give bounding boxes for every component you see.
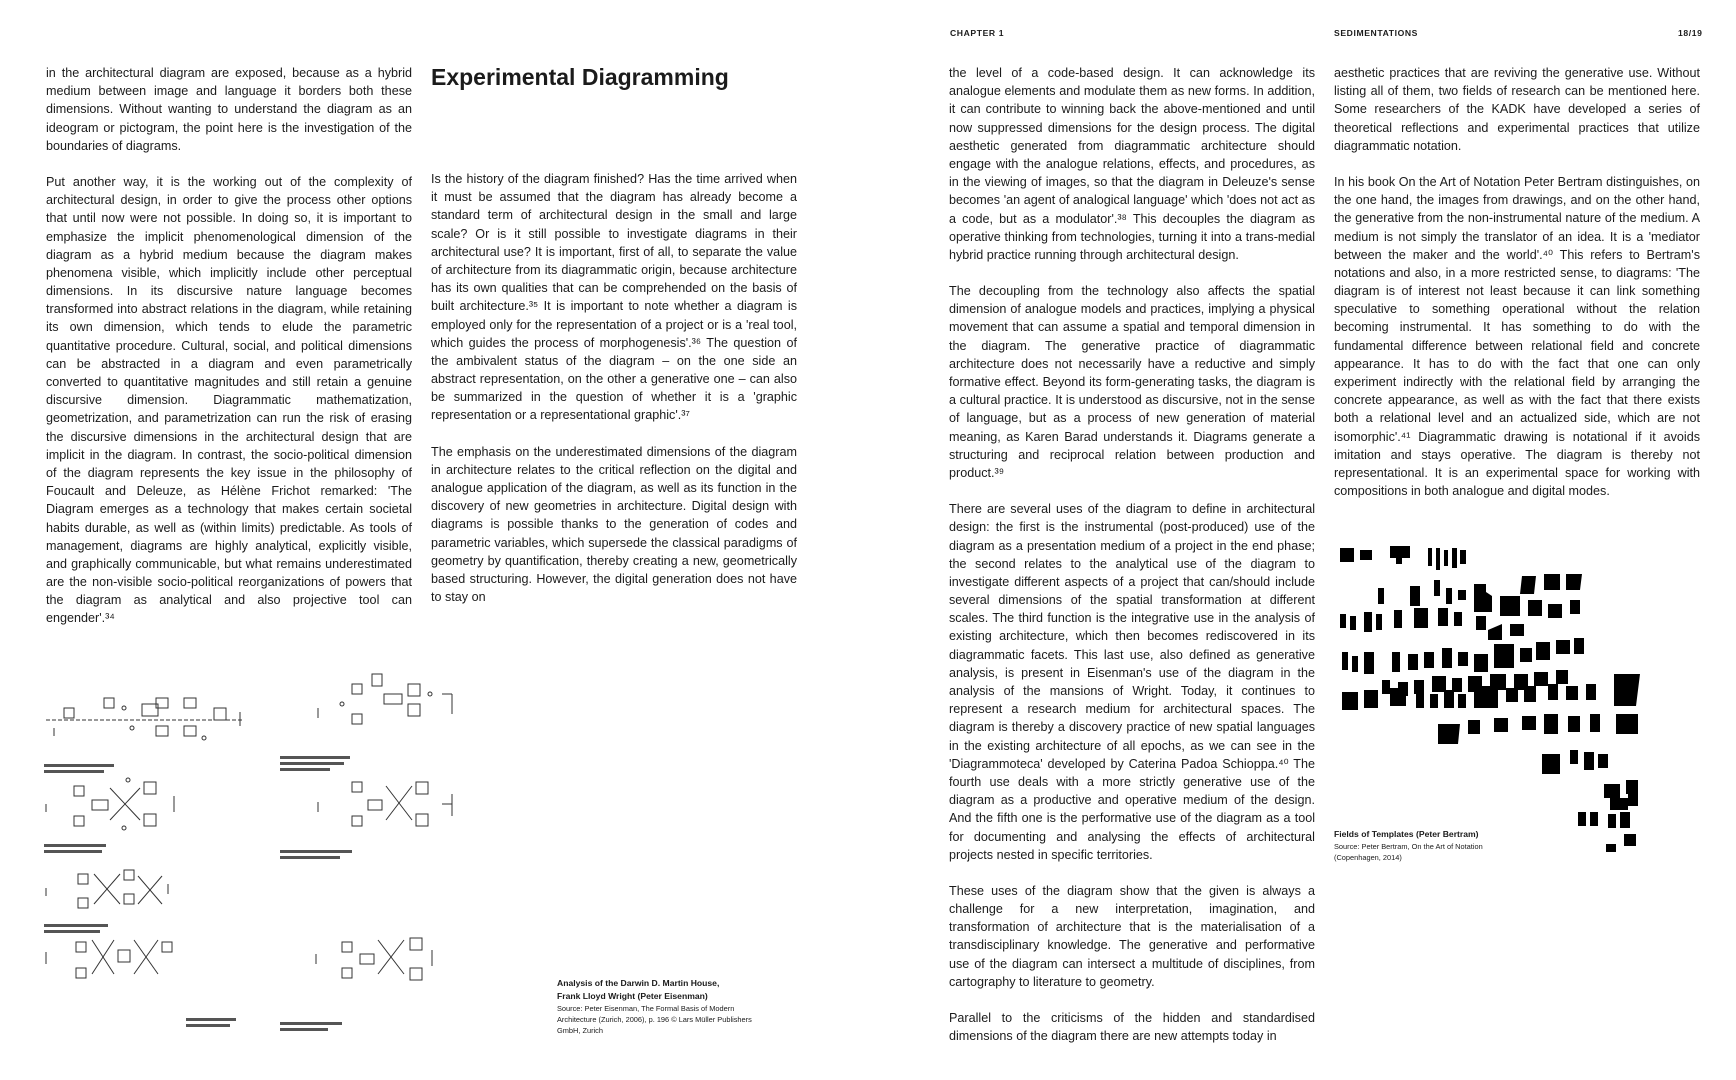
house-diagram [46, 870, 168, 908]
caption-source: Source: Peter Bertram, On the Art of Notation [1334, 841, 1483, 851]
running-header-section: SEDIMENTATIONS [1334, 28, 1418, 38]
house-diagram [318, 674, 452, 724]
paragraph: aesthetic practices that are reviving the generative use. Without listing all of them, two fields of research can be mentioned here. Some researchers of the KADK have developed a series of theoretical reflections and experimental practices that utilize diagrammatic notation. [1334, 66, 1700, 153]
fields-of-templates-figure [1334, 544, 1704, 924]
paragraph: Is the history of the diagram finished? Has the time arrived when it must be assumed that the diagram has already become a standard term of architectural design in the small and large scale? Or is it still possible to investigate diagrams in their architectural use? It is important, first of all, to separate the value of architecture from its diagrammatic origin, because architecture has its own qualities that can be comprehended on the basis of built architecture.³⁵ It is important to note whether a diagram is employed only for the representation of a project or is a 'real tool, which guides the process of morphogenesis'.³⁶ The question of the ambivalent status of the diagram – on the one side an abstract representation, on the other a generative one – can also be summarized in the question of whether it is a 'graphic representation or a representational graphic'.³⁷ [431, 172, 797, 423]
caption-source: (Copenhagen, 2014) [1334, 853, 1402, 862]
caption-source: Source: Peter Eisenman, The Formal Basis of Modern Architecture (Zurich, 2006), p. 196 © Lars Müller Publishers GmbH, Zurich [557, 1003, 752, 1035]
paragraph: Parallel to the criticisms of the hidden and standardised dimensions of the diagram there are new attempts today in [949, 1011, 1315, 1044]
paragraph: These uses of the diagram show that the given is always a challenge for a new interpretation, imagination, and transformation of architecture that is the materialisation of a transdisciplinary knowledge. The generative and performative use of the diagram can intersect a multitude of disciplines, from cartography to literature to geometry. [949, 883, 1315, 989]
caption-title: Fields of Templates (Peter Bertram) [1334, 829, 1479, 839]
figure-caption-right [1334, 828, 1534, 863]
right-page [868, 0, 1736, 1080]
eisenman-diagram-figure [44, 668, 474, 1038]
right-column-2 [1334, 64, 1700, 518]
paragraph: the level of a code-based design. It can acknowledge its analogue elements and modulate them as new forms. In addition, it can contribute to winning back the above-mentioned and until now suppressed dimensions for the design process. The digital aesthetic generated from diagrammatic architecture should engage with the analogue relations, effects, and procedures, as in the viewing of images, so that the diagram in Deleuze's sense becomes 'an agent of analogical language' which 'does not act as a code, but as a modulator'.³⁸ This decouples the diagram as operative thinking from technologies, turning it into a trans-medial hybrid practice running through architectural design. [949, 66, 1315, 262]
right-column-1 [949, 64, 1315, 1063]
house-diagram [46, 940, 172, 978]
section-heading: Experimental Diagramming [431, 64, 729, 90]
paragraph: in the architectural diagram are exposed, because as a hybrid medium between image and language it borders both these dimensions. Without wanting to understand the diagram as an ideogram or pictogram, the point here is the investigation of the boundaries of diagrams. [46, 66, 412, 153]
paragraph: The emphasis on the underestimated dimensions of the diagram in architecture relates to the critical reflection on the digital and analogue application of the diagram, as well as its function in the discovery of new geometries in architecture. Digital design with diagrams is possible thanks to the generation of codes and parametric variables, which supersede the classical paradigms of geometry by quantification, thereby creating a new, geometrically based structuring. However, the digital generation does not have to stay on [431, 444, 797, 605]
paragraph: Put another way, it is the working out of the complexity of architectural design, in order to give the process other options that until now were not possible. In doing so, it is important to emphasize the implicit phenomenological dimension of the diagram as a hybrid medium because the diagram makes phenomena visible, which implicitly include other perceptual dimensions. In its discursive nature language becomes transformed into abstract relations in the diagram, while retaining its own dimension, which tends to elude the parametric quantitative procedure. Cultural, social, and political dimensions can be abstracted in a diagram and even parametrically converted to quantitative magnitudes and still retain a genuine discursive dimension. Diagrammatic mathematization, geometrization, and parametrization can run the risk of erasing the discursive dimensions in the architectural design that are implicit in the diagram. In contrast, the socio-political dimension of the diagram represents the key issue in the philosophy of Foucault and Deleuze, as Hélène Frichot remarked: 'The Diagram emerges as a technology that makes certain societal habits durable, as well as (within limits) predictable. As tools of management, diagrams are highly analytical, explicitly visible, and graphically communicable, but what remains underestimated are the non-visible socio-political reorganizations of powers that the diagram as analytical and also projective tool can engender'.³⁴ [46, 174, 412, 626]
house-diagram [318, 782, 452, 826]
house-diagram [46, 778, 174, 830]
caption-title: Analysis of the Darwin D. Martin House, [557, 978, 720, 988]
figure-caption-left [557, 977, 767, 1036]
house-diagram [46, 698, 244, 740]
paragraph: In his book On the Art of Notation Peter Bertram distinguishes, on the one hand, the images from drawings, and on the other hand, the generative from the non-instrumental nature of the medium. A medium is not simply the translator of an idea. It is a 'mediator between the maker and the world'.⁴⁰ This refers to Bertram's notations and also, in a more restricted sense, to diagrams: 'The diagram is of interest not least because it can link something speculative to something operational without the relation becoming instrumental. It has something to do with the fundamental difference between relational field and concrete appearance. It has to do with the fact that one can only experiment indirectly with the relational field by arranging the concrete appearance, as well as with the fact that there exists both a relational level and an actualized side, which are not isomorphic'.⁴¹ Diagrammatic drawing is notational if it avoids imitation and stays operative. The diagram is thereby not representational. It is an experimental space for working with compositions in both analogue and digital modes. [1334, 174, 1700, 499]
house-diagram [316, 938, 432, 980]
running-header-chapter: CHAPTER 1 [950, 28, 1005, 38]
page-number: 18/19 [1678, 28, 1703, 38]
caption-title: Frank Lloyd Wright (Peter Eisenman) [557, 990, 708, 1001]
left-column-1 [46, 64, 412, 646]
paragraph: The decoupling from the technology also affects the spatial dimension of analogue models and practices, implying a physical movement that can assume a spatial and temporal dimension in the diagram. The generative practice of diagrammatic architecture does not necessarily have a reductive and simply formative effect. Beyond its form-generating tasks, the diagram is a cultural practice. It is understood as discursive, not in the sense of language, but as a process of new generation of material meaning, as Karen Barad understands it. Diagrams generate a structuring and reciprocal relation between production and product.³⁹ [949, 284, 1315, 480]
left-column-2 [431, 170, 797, 624]
paragraph: There are several uses of the diagram to define in architectural design: the first is the instrumental (post-produced) use of the diagram as a presentation medium of a project in the end phase; the second relates to the analytical use of the diagram to investigate different aspects of a project that can/should include several dimensions of the spatial transformation at different scales. The third function is the integrative use in the analysis of existing architecture, which then becomes rediscovered in its diagrammatic facets. This last use, also defined as generative analysis, is present in Eisenman's use of the diagram in the analysis of the mansions of Wright. Today, it continues to represent a research medium for architectural spaces. The diagram is thereby a discovery practice of new spatial languages in the existing architecture of all epochs, as we can see in the 'Diagrammoteca' developed by Caterina Padoa Schioppa.⁴⁰ The fourth use deals with a more strictly generative use of the diagram as a productive and operative medium of the design. And the fifth one is the performative use of the diagram as a tool for documenting and analysing the effects of architectural projects nested in specific territories. [949, 502, 1315, 862]
